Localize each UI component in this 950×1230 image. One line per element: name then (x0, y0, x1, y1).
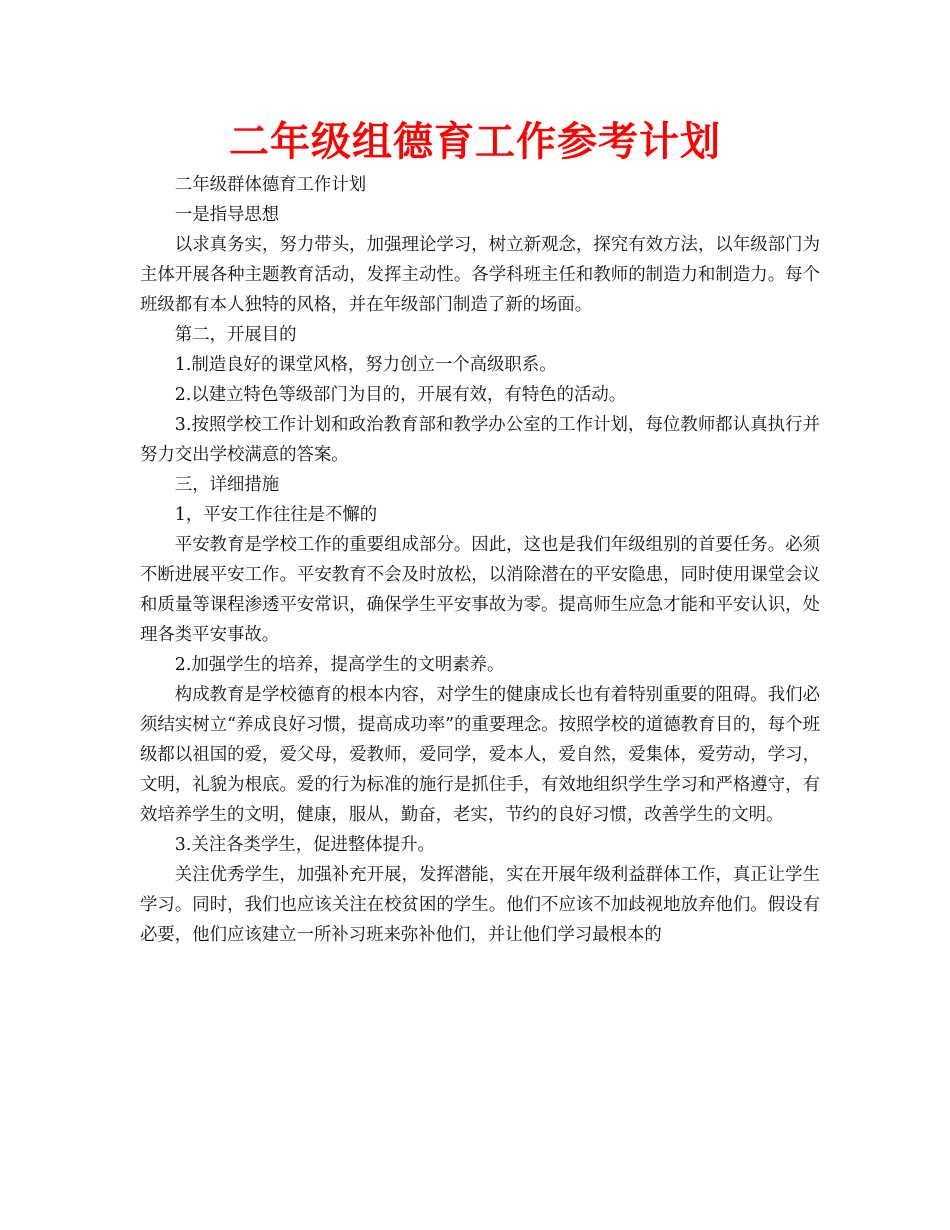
list-item: 3.按照学校工作计划和政治教育部和教学办公室的工作计划，每位教师都认真执行并努力交出学校满意的答案。 (140, 415, 820, 465)
section-heading: 三，详细措施 (174, 475, 280, 495)
list-item: 1.制造良好的课堂风格，努力创立一个高级职系。 (174, 355, 557, 375)
paragraph: 构成教育是学校德育的根本内容，对学生的健康成长也有着特别重要的阻碍。我们必须结实树立“养成良好习惯，提高成功率”的重要理念。按照学校的道德教育目的，每个班级都以祖国的爱，爱父母，爱教师，爱同学，爱本人，爱自然，爱集体，爱劳动，学习，文明，礼貌为根底。爱的行为标准的施行是抓住手，有效地组织学生学习和严格遵守，有效培养学生的文明，健康，服从，勤奋，老实，节约的良好习惯，改善学生的文明。 (140, 685, 820, 825)
paragraph: 二年级群体德育工作计划 (174, 175, 367, 195)
document-title: 二年级组德育工作参考计划 (229, 119, 721, 165)
list-item: 2.以建立特色等级部门为目的，开展有效，有特色的活动。 (174, 385, 627, 405)
section-heading: 第二，开展目的 (174, 325, 297, 345)
paragraph: 关注优秀学生，加强补充开展，发挥潜能，实在开展年级利益群体工作，真正让学生学习。同时，我们也应该关注在校贫困的学生。他们不应该不加歧视地放弃他们。假设有必要，他们应该建立一所补习班来弥补他们，并让他们学习最根本的 (140, 865, 820, 945)
document-body (140, 170, 820, 950)
section-heading: 一是指导思想 (174, 205, 280, 225)
paragraph: 平安教育是学校工作的重要组成部分。因此，这也是我们年级组别的首要任务。必须不断进展平安工作。平安教育不会及时放松，以消除潜在的平安隐患，同时使用课堂会议和质量等课程渗透平安常识，确保学生平安事故为零。提高师生应急才能和平安认识，处理各类平安事故。 (140, 535, 820, 645)
paragraph: 以求真务实，努力带头，加强理论学习，树立新观念，探究有效方法，以年级部门为主体开展各种主题教育活动，发挥主动性。各学科班主任和教师的制造力和制造力。每个班级都有本人独特的风格，并在年级部门制造了新的场面。 (140, 235, 820, 315)
subsection-heading: 3.关注各类学生，促进整体提升。 (174, 835, 435, 855)
subsection-heading: 2.加强学生的培养，提高学生的文明素养。 (174, 655, 505, 675)
subsection-heading: 1，平安工作往往是不懈的 (174, 505, 378, 525)
